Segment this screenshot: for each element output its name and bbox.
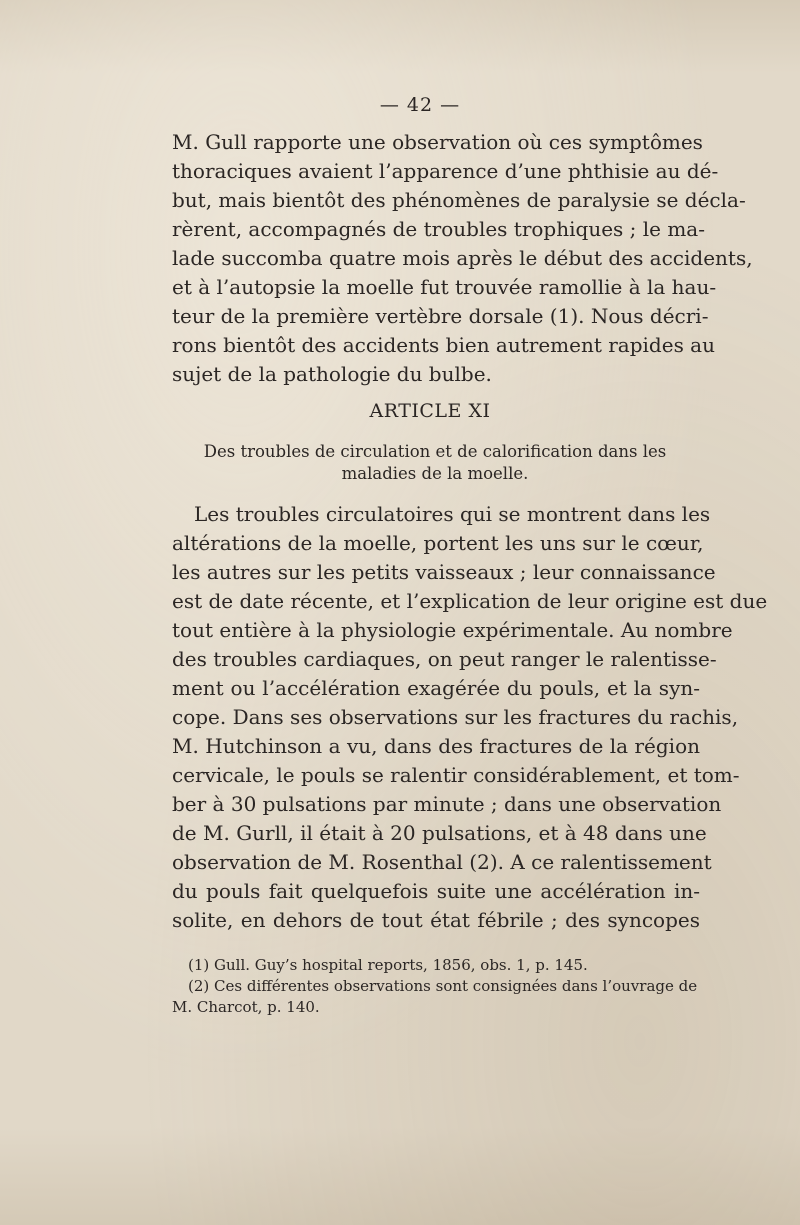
text-line: ment ou l’accélération exagérée du pouls, et la syn- [172, 676, 700, 700]
text-line: thoraciques avaient l’apparence d’une phthisie au dé- [172, 159, 719, 183]
title-line: maladies de la moelle. [341, 464, 529, 483]
text-line: sujet de la pathologie du bulbe. [172, 362, 492, 386]
text-line: est de date récente, et l’explication de leur origine est due [172, 589, 768, 613]
text-line: altérations de la moelle, portent les uns sur le cœur, [172, 531, 704, 555]
article-heading: ARTICLE XI [369, 400, 491, 422]
text-line: solite, en dehors de tout état fébrile ; des syncopes [172, 908, 700, 932]
text-line: rons bientôt des accidents bien autrement rapides au [172, 333, 715, 357]
text-line: observation de M. Rosenthal (2). A ce ralentissement [172, 850, 712, 874]
text-line: lade succomba quatre mois après le début des accidents, [172, 246, 753, 270]
text-line: cervicale, le pouls se ralentir considérablement, et tom- [172, 763, 740, 787]
text-line: ber à 30 pulsations par minute ; dans une observation [172, 792, 722, 816]
text-line: cope. Dans ses observations sur les fractures du rachis, [172, 705, 739, 729]
text-line: M. Gull rapporte une observation où ces symptômes [172, 130, 703, 154]
text-line: but, mais bientôt des phénomènes de paralysie se décla- [172, 188, 746, 212]
text-line: des troubles cardiaques, on peut ranger le ralentisse- [172, 647, 717, 671]
footnotes [172, 955, 700, 1018]
text-line: rèrent, accompagnés de troubles trophiques ; le ma- [172, 217, 705, 241]
page-number: — 42 — [379, 94, 461, 116]
text-line: les autres sur les petits vaisseaux ; leur connaissance [172, 560, 716, 584]
text-line: teur de la première vertèbre dorsale (1). Nous décri- [172, 304, 709, 328]
footnote-1: (1) Gull. Guy’s hospital reports, 1856, obs. 1, p. 145. [188, 956, 588, 974]
text-line: du pouls fait quelquefois suite une accélération in- [172, 879, 700, 903]
article-title [200, 441, 670, 485]
paragraph-gull-observation [172, 128, 753, 389]
title-line: Des troubles de circulation et de calorification dans les [203, 442, 667, 461]
text-line: tout entière à la physiologie expérimentale. Au nombre [172, 618, 733, 642]
text-line: et à l’autopsie la moelle fut trouvée ramollie à la hau- [172, 275, 717, 299]
text-line: Les troubles circulatoires qui se montrent dans les [194, 502, 711, 526]
text-line: de M. Gurll, il était à 20 pulsations, et à 48 dans une [172, 821, 707, 845]
footnote-2: (2) Ces différentes observations sont consignées dans l’ouvrage de [188, 977, 698, 995]
paragraph-circulatory-troubles [172, 500, 768, 935]
text-line: M. Hutchinson a vu, dans des fractures de la région [172, 734, 700, 758]
footnote-2-continuation: M. Charcot, p. 140. [172, 998, 320, 1016]
